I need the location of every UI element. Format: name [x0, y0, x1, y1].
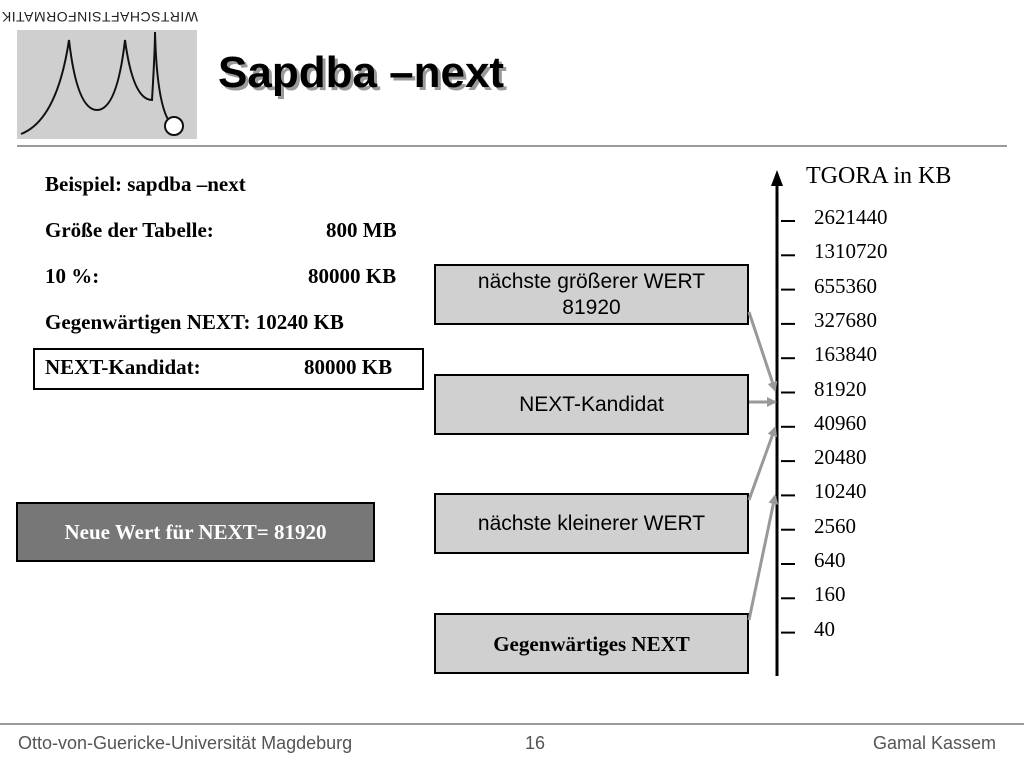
page-title: Sapdba –next: [218, 48, 505, 97]
percent-value: 80000 KB: [308, 264, 397, 288]
scale-value-label: 1310720: [814, 239, 888, 264]
scale-value-label: 20480: [814, 445, 867, 470]
arrow-current-to-axis: [749, 496, 775, 620]
scale-value-label: 163840: [814, 342, 877, 367]
next-larger-value-label: nächste größerer WERT: [477, 269, 706, 293]
example-label: Beispiel: sapdba –next: [45, 172, 246, 196]
footer-author: Gamal Kassem: [872, 733, 996, 753]
scale-title: TGORA in KB: [806, 163, 952, 189]
scale-value-label: 10240: [814, 479, 867, 504]
table-size-label: Größe der Tabelle:: [45, 218, 214, 242]
arrow-larger-to-axis: [749, 312, 775, 390]
new-next-value-box: Neue Wert für NEXT= 81920: [16, 502, 375, 562]
current-next-label: Gegenwärtigen NEXT: 10240 KB: [45, 310, 344, 334]
scale-value-label: 81920: [814, 376, 867, 401]
scale-value-label: 655360: [814, 273, 877, 298]
scale-ticks: [781, 221, 795, 633]
candidate-label: NEXT-Kandidat:: [45, 355, 201, 379]
current-next-box: Gegenwärtiges NEXT: [434, 613, 749, 674]
footer-university: Otto-von-Guericke-Universität Magdeburg: [18, 733, 353, 753]
scale-value-label: 2621440: [814, 205, 888, 229]
footer-page-number: 16: [525, 733, 546, 753]
logo-text: WIRTSCHAFTSINFORMATIK: [1, 9, 198, 25]
scale-value-label: 2560: [814, 513, 856, 538]
scale-axis-arrowhead: [771, 170, 783, 186]
candidate-value: 80000 KB: [304, 355, 393, 379]
scale-value-label: 40: [814, 616, 835, 641]
scale-value-label: 640: [814, 548, 846, 572]
next-candidate-box: NEXT-Kandidat: [434, 374, 749, 435]
table-size-value: 800 MB: [326, 218, 397, 242]
next-smaller-value-box: nächste kleinerer WERT: [434, 493, 749, 554]
footer-divider: [0, 723, 1024, 725]
scale-value-label: 40960: [814, 410, 867, 435]
scale-value-label: 327680: [814, 307, 877, 332]
percent-label: 10 %:: [45, 264, 100, 288]
arrow-smaller-to-axis: [749, 428, 775, 500]
next-larger-value-number: 81920: [562, 295, 621, 319]
scale-value-label: 160: [814, 582, 846, 607]
